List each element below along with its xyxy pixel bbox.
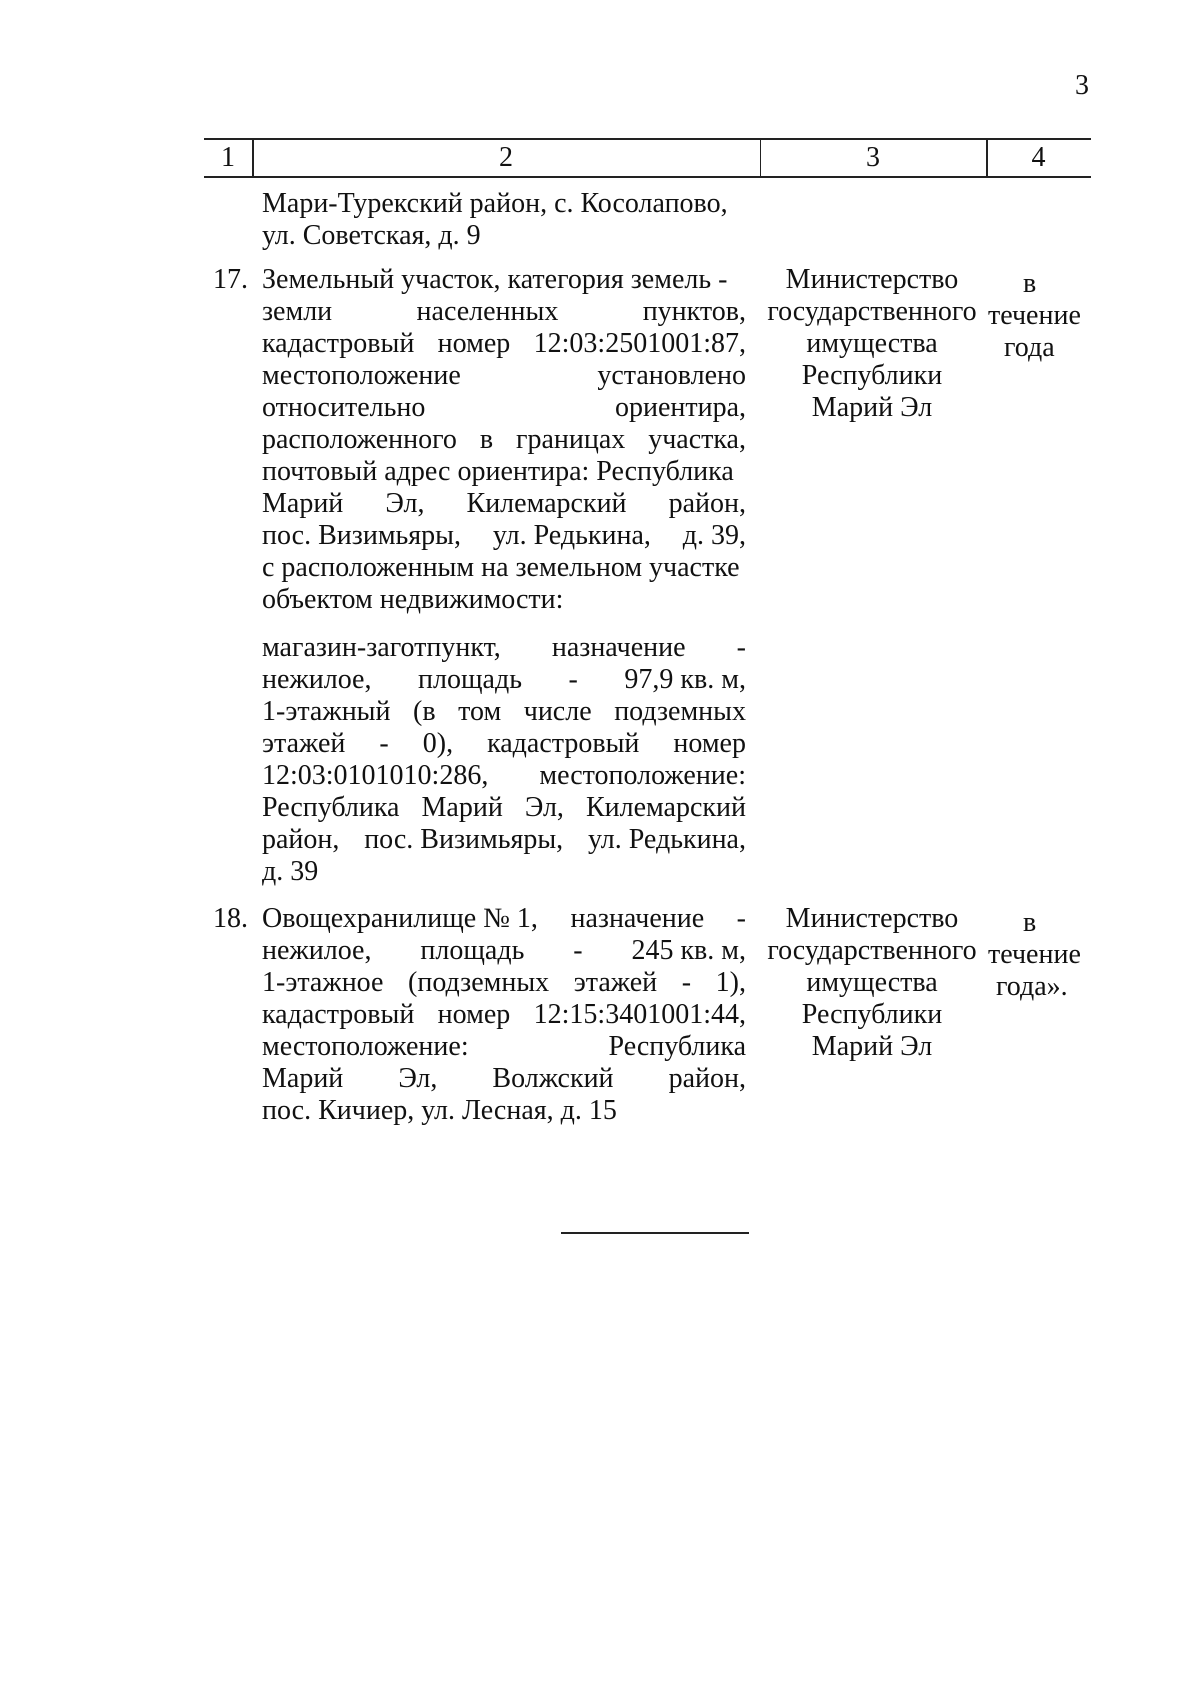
responsible-column xyxy=(760,264,984,424)
text-word: д. 39, xyxy=(682,520,746,551)
text-line xyxy=(262,488,746,520)
text-word: Земельный участок, категория земель - xyxy=(262,264,728,295)
text-word: район, xyxy=(262,824,340,855)
text-word: - xyxy=(568,664,578,695)
text-line xyxy=(262,520,746,552)
text-word: магазин-заготпункт, xyxy=(262,632,501,663)
item-number: 17. xyxy=(213,264,248,295)
text-word: 0), xyxy=(422,728,454,759)
text-line xyxy=(262,999,746,1031)
end-separator xyxy=(561,1232,749,1234)
text-word: - xyxy=(379,728,389,759)
header-col-2: 2 xyxy=(499,142,513,173)
text-word: этажей xyxy=(262,728,346,759)
text-word: подземных xyxy=(614,696,746,727)
text-word: Республика xyxy=(262,792,400,823)
text-word: площадь xyxy=(420,935,525,966)
responsible-line: Марий Эл xyxy=(811,1031,933,1062)
header-col-3: 3 xyxy=(866,142,880,173)
text-word: (подземных xyxy=(408,967,550,998)
text-word: 12:03:0101010:286, xyxy=(262,760,489,791)
text-word: пунктов, xyxy=(642,296,746,327)
text-line xyxy=(262,856,746,888)
text-word: 97,9 кв. м, xyxy=(624,664,746,695)
responsible-line: имущества xyxy=(806,328,938,359)
responsible-line: Марий Эл xyxy=(811,392,933,423)
text-word: установлено xyxy=(597,360,746,391)
text-word: ул. Редькина, xyxy=(492,520,651,551)
text-line xyxy=(262,264,746,296)
text-word: район, xyxy=(668,488,746,519)
text-line xyxy=(262,456,746,488)
text-word: участка, xyxy=(648,424,746,455)
text-word: номер xyxy=(437,999,511,1030)
text-word: объектом недвижимости: xyxy=(262,584,564,615)
text-line xyxy=(262,664,746,696)
item-number: 18. xyxy=(213,903,248,934)
text-word: земли xyxy=(262,296,333,327)
text-word: кадастровый xyxy=(262,328,415,359)
text-word: относительно xyxy=(262,392,426,423)
responsible-line: Республики xyxy=(801,999,943,1030)
text-word: Овощехранилище № 1, xyxy=(262,903,538,934)
text-word: - xyxy=(736,632,746,663)
text-line xyxy=(262,824,746,856)
responsible-line: Министерство xyxy=(785,264,959,295)
text-line xyxy=(262,728,746,760)
text-word: местоположение xyxy=(262,360,461,391)
text-word: Марий xyxy=(421,792,503,823)
page-number: 3 xyxy=(1075,70,1089,101)
responsible-line: государственного xyxy=(767,296,977,327)
text-word: границах xyxy=(515,424,626,455)
text-line xyxy=(262,967,746,999)
text-word: местоположение: xyxy=(539,760,746,791)
text-word: 12:15:3401001:44, xyxy=(533,999,746,1030)
text-word: - xyxy=(681,967,692,998)
text-word: пос. Кичиер, ул. Лесная, д. 15 xyxy=(262,1095,617,1126)
text-word: кадастровый xyxy=(487,728,640,759)
text-word: 245 кв. м, xyxy=(631,935,746,966)
text-word: в xyxy=(479,424,494,455)
text-word: Марий xyxy=(262,1063,344,1094)
text-word: ориентира, xyxy=(614,392,746,423)
text-line xyxy=(262,760,746,792)
text-line xyxy=(262,360,746,392)
text-word: числе xyxy=(523,696,592,727)
text-line xyxy=(262,903,746,935)
text-word: назначение xyxy=(551,632,686,663)
text-word: (в xyxy=(413,696,436,727)
text-word: ул. Редькина, xyxy=(587,824,746,855)
text-word: пос. Визимьяры, xyxy=(262,520,461,551)
text-word: Эл, xyxy=(524,792,564,823)
text-word: пос. Визимьяры, xyxy=(364,824,564,855)
deadline-line: течение xyxy=(988,300,1081,331)
responsible-line: государственного xyxy=(767,935,977,966)
deadline-line: в xyxy=(1023,268,1037,299)
text-word: Волжский xyxy=(492,1063,614,1094)
text-word: 12:03:2501001:87, xyxy=(533,328,746,359)
text-word: Республика xyxy=(608,1031,746,1062)
text-line xyxy=(262,328,746,360)
text-line xyxy=(262,584,746,616)
text-word: нежилое, xyxy=(262,935,372,966)
header-col-4: 4 xyxy=(1031,142,1046,173)
text-word: район, xyxy=(668,1063,746,1094)
text-word: д. 39 xyxy=(262,856,319,887)
text-line xyxy=(262,1095,746,1127)
responsible-line: Министерство xyxy=(785,903,959,934)
deadline-line: года xyxy=(1004,332,1055,363)
text-word: нежилое, xyxy=(262,664,372,695)
text-word: 1), xyxy=(715,967,746,998)
text-line xyxy=(262,792,746,824)
text-line xyxy=(262,1063,746,1095)
text-word: этажей xyxy=(573,967,658,998)
text-word: - xyxy=(736,903,746,934)
text-line: ул. Советская, д. 9 xyxy=(262,220,481,251)
text-word: Килемарский xyxy=(585,792,746,823)
text-word: с расположенным на земельном участке xyxy=(262,552,740,583)
text-line xyxy=(262,296,746,328)
table-header xyxy=(204,138,1091,178)
text-line xyxy=(262,1031,746,1063)
deadline-line: в xyxy=(1023,907,1037,938)
text-word: 1-этажное xyxy=(262,967,384,998)
text-word: назначение xyxy=(570,903,705,934)
text-line: Мари-Турекский район, с. Косолапово, xyxy=(262,188,728,219)
deadline-line: течение xyxy=(988,939,1081,970)
text-word: местоположение: xyxy=(262,1031,469,1062)
text-word: Эл, xyxy=(385,488,425,519)
text-word: населенных xyxy=(416,296,559,327)
responsible-line: имущества xyxy=(806,967,938,998)
text-word: Килемарский xyxy=(466,488,627,519)
responsible-column xyxy=(760,903,984,1063)
text-word: расположенного xyxy=(262,424,457,455)
text-word: - xyxy=(573,935,583,966)
text-word: Эл, xyxy=(398,1063,438,1094)
text-word: почтовый адрес ориентира: Республика xyxy=(262,456,734,487)
text-word: Марий xyxy=(262,488,344,519)
text-word: площадь xyxy=(418,664,522,695)
text-line xyxy=(262,392,746,424)
text-line xyxy=(262,696,746,728)
header-col-1: 1 xyxy=(221,142,235,173)
deadline-line: года». xyxy=(996,971,1068,1002)
text-word: 1-этажный xyxy=(262,696,391,727)
text-line xyxy=(262,552,746,584)
responsible-line: Республики xyxy=(801,360,943,391)
text-line xyxy=(262,935,746,967)
text-line xyxy=(262,424,746,456)
text-word: кадастровый xyxy=(262,999,415,1030)
text-word: том xyxy=(458,696,502,727)
text-line xyxy=(262,632,746,664)
text-word: номер xyxy=(673,728,746,759)
text-word: номер xyxy=(437,328,511,359)
